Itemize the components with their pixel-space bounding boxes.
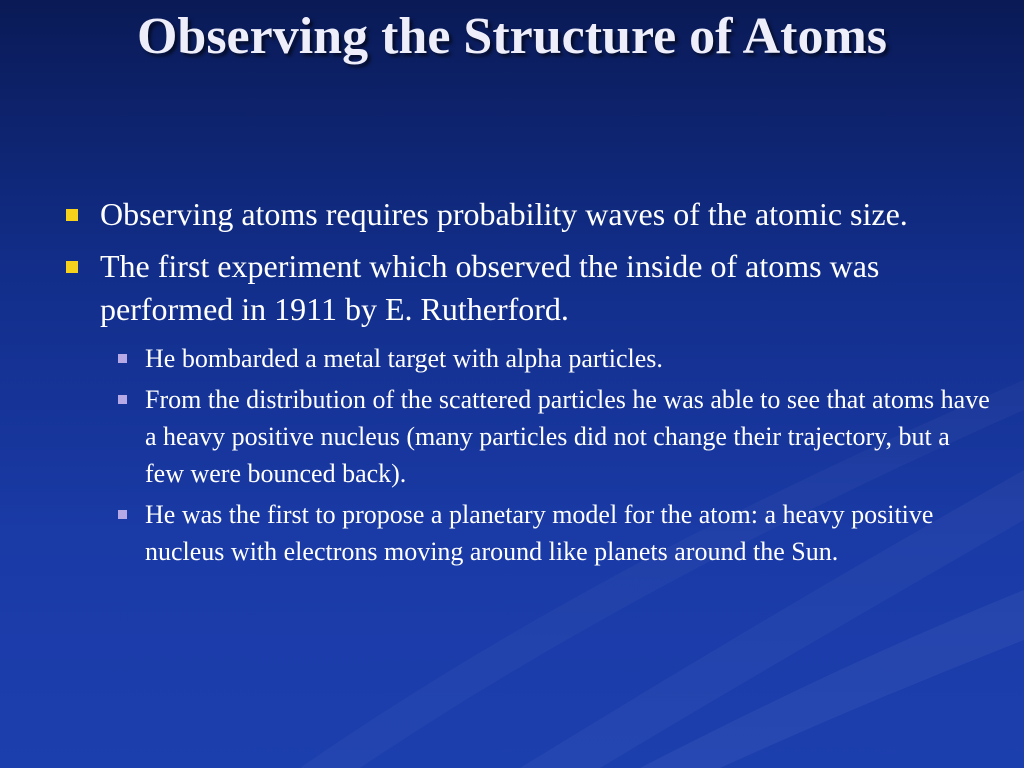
bullet-text: The first experiment which observed the inside of atoms was performed in 1911 by E. Rutherford.: [100, 248, 880, 327]
sub-bullet-item: [62, 340, 992, 377]
bullet-item: [62, 193, 992, 236]
sub-bullet-item: [62, 496, 992, 570]
lavender-square-bullet-icon: [118, 510, 127, 519]
lavender-square-bullet-icon: [118, 354, 127, 363]
slide-body: [62, 193, 992, 574]
slide-title: Observing the Structure of Atoms: [136, 8, 888, 65]
sub-bullet-text: He bombarded a metal target with alpha particles.: [145, 344, 663, 373]
sub-bullet-item: [62, 381, 992, 492]
lavender-square-bullet-icon: [118, 395, 127, 404]
sub-bullet-text: From the distribution of the scattered particles he was able to see that atoms have a heavy positive nucleus (many particles did not change their trajectory, but a few were bounced back).: [145, 385, 990, 488]
bullet-text: Observing atoms requires probability waves of the atomic size.: [100, 196, 908, 232]
bullet-item: [62, 245, 992, 331]
yellow-square-bullet-icon: [66, 261, 78, 273]
sub-bullet-text: He was the first to propose a planetary model for the atom: a heavy positive nucleus with electrons moving around like planets around the Sun.: [145, 500, 934, 566]
yellow-square-bullet-icon: [66, 209, 78, 221]
